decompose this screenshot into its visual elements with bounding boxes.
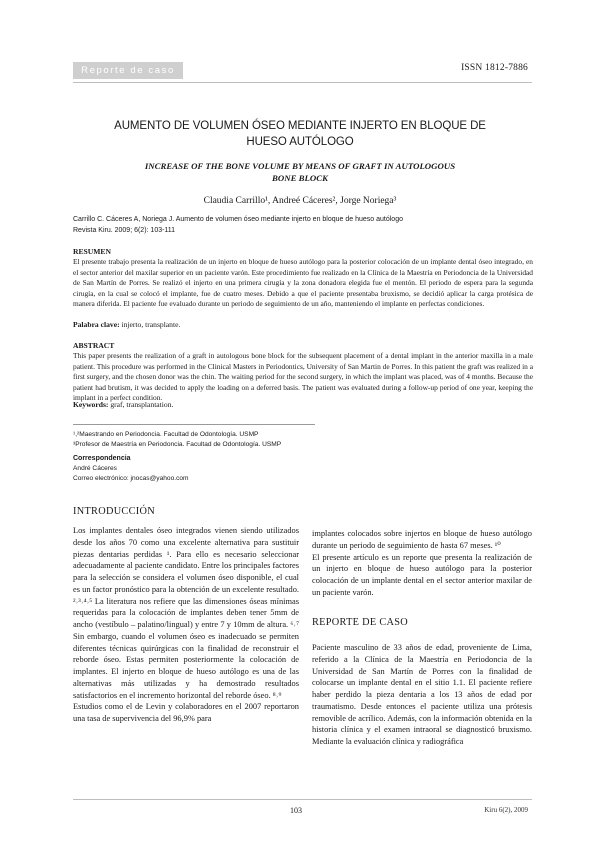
- footer-divider: [73, 799, 532, 800]
- intro-paragraph-3: implantes colocados sobre injertos en bloque de hueso autólogo durante un periodo de seguimiento de hasta 67 meses. ¹⁰: [312, 529, 532, 550]
- introduccion-column-1: [73, 525, 299, 725]
- introduccion-heading: INTRODUCCIÓN: [73, 506, 155, 517]
- abstract-text: This paper presents the realization of a graft in autologous bone block for the subsequent placement of a dental implant in the anterior maxilla in a male patient. This procedure was performed in the Clinical Masters in Periodontics, University of San Martin de Porres. In this patient the graft was realized in a first surgery, and the chosen donor was the chin. The waiting period for the second surgery, in which the implant was placed, was of 4 months. Because the patient had brutism, it was decided to apply the loading on a deferred basis. The patient was evaluated during a follow-up period of one year, keeping the implant in a perfect condition.: [73, 351, 533, 403]
- resumen-heading: RESUMEN: [73, 247, 111, 256]
- citation: [73, 214, 533, 236]
- correspondence-heading: Correspondencia: [73, 455, 131, 462]
- article-title-en: INCREASE OF THE BONE VOLUME BY MEANS OF GRAFT IN AUTOLOGOUS BONE BLOCK: [144, 161, 456, 183]
- citation-journal: Revista Kiru. 2009; 6(2): 103-111: [73, 227, 176, 234]
- keywords-value-en: graf, transplantation.: [110, 400, 174, 409]
- citation-line: Carrillo C. Cáceres A, Noriega J. Aumento de volumen óseo mediante injerto en bloque de hueso autólogo: [73, 216, 403, 223]
- keywords-value: injerto, transplante.: [121, 320, 181, 329]
- correspondence-email: Correo electrónico: jnocas@yahoo.com: [73, 475, 189, 482]
- reporte-heading: REPORTE DE CASO: [312, 617, 408, 628]
- header-divider: [73, 82, 532, 83]
- resumen-keywords: [73, 320, 533, 329]
- footnote-divider: [73, 424, 315, 425]
- keywords-label: Palabra clave:: [73, 320, 120, 329]
- abstract-heading: ABSTRACT: [73, 341, 115, 350]
- resumen-text: El presente trabajo presenta la realización de un injerto en bloque de hueso autólogo para la posterior colocación de un implante dental óseo integrado, en el sector anterior del maxilar superior en un paciente varón. Este procedimiento fue realizado en la Clínica de la Maestría en Periodoncia de la Universidad de San Martín de Porres. Se realizó el injerto en una primera cirugía y la zona donadora elegida fue el mentón. El periodo de espera para la segunda cirugía, en la cual se colocó el implante, fue de cuatro meses. Debido a que el paciente presentaba bruxismo, se decidió aplicar la carga protésica de manera diferida. El paciente fue evaluado durante un periodo de seguimiento de un año, manteniendo el implante en perfectas condiciones.: [73, 257, 533, 309]
- intro-paragraph-1: Los implantes dentales óseo integrados vienen siendo utilizados desde los años 70 como una excelente alternativa para sustituir piezas dentarias perdidas ¹. Para ello es necesario seleccionar adecuadamente al paciente candidato. Entre los principales factores para la selección se considera el volumen óseo disponible, el cual es un factor pronóstico para la obtención de un excelente resultado. ²˒³˒⁴˒⁵ La literatura nos refiere que las dimensiones óseas mínimas requeridas para la colocación de implantes deben tener 5mm de ancho (vestíbulo – palatino/lingual) y entre 7 y 10mm de altura. ⁶˒⁷ Sin embargo, cuando el volumen óseo es inadecuado se permiten diferentes técnicas quirúrgicas con la finalidad de reconstruir el reborde óseo. Estas permiten posteriormente la colocación de implantes. El injerto en bloque de hueso autólogo es una de las alternativas más utilizadas y ha demostrado resultados satisfactorios en el incremento horizontal del reborde óseo. ⁸˒⁹: [73, 526, 300, 700]
- abstract-keywords: [73, 400, 533, 409]
- page-number: 103: [290, 806, 302, 815]
- reporte-text: Paciente masculino de 33 años de edad, proveniente de Lima, referido a la Clínica de la Maestría en Periodoncia de la Universidad de San Martín de Porres con la finalidad de colocarse un implante dental en el sitio 1.1. El paciente refiere haber perdido la pieza dentaria a los 13 años de edad por traumatismo. Desde entonces el paciente utiliza una prótesis removible de acrílico. Además, con la información obtenida en la historia clínica y el examen intraoral se diagnosticó bruxismo. Mediante la evaluación clínica y radiográfica: [312, 643, 532, 746]
- introduccion-column-2: [312, 528, 532, 599]
- affiliation-1: ¹,²Maestrando en Periodoncia. Facultad de Odontología. USMP: [73, 431, 259, 438]
- keywords-label-en: Keywords:: [73, 400, 109, 409]
- correspondence-block: [73, 464, 189, 484]
- issn-label: ISSN 1812-7886: [461, 63, 528, 73]
- running-footer: Kiru 6(2), 2009: [484, 806, 528, 814]
- section-tag: Reporte de caso: [73, 62, 183, 79]
- authors: Claudia Carrillo¹, Andreé Cáceres², Jorge Noriega³: [203, 196, 397, 206]
- correspondence-name: André Cáceres: [73, 465, 117, 472]
- affiliations: [73, 430, 281, 450]
- intro-paragraph-4: El presente artículo es un reporte que presenta la realización de un injerto en bloque de hueso autólogo para la posterior colocación de un implante dental en el sector anterior maxilar de un paciente varón.: [312, 552, 532, 597]
- intro-paragraph-2: Estudios como el de Levin y colaboradores en el 2007 reportaron una tasa de supervivencia del 96,9% para: [73, 702, 299, 723]
- article-title-es: AUMENTO DE VOLUMEN ÓSEO MEDIANTE INJERTO EN BLOQUE DE HUESO AUTÓLOGO: [114, 120, 486, 148]
- affiliation-2: ³Profesor de Maestría en Periodoncia. Facultad de Odontología. USMP: [73, 441, 282, 448]
